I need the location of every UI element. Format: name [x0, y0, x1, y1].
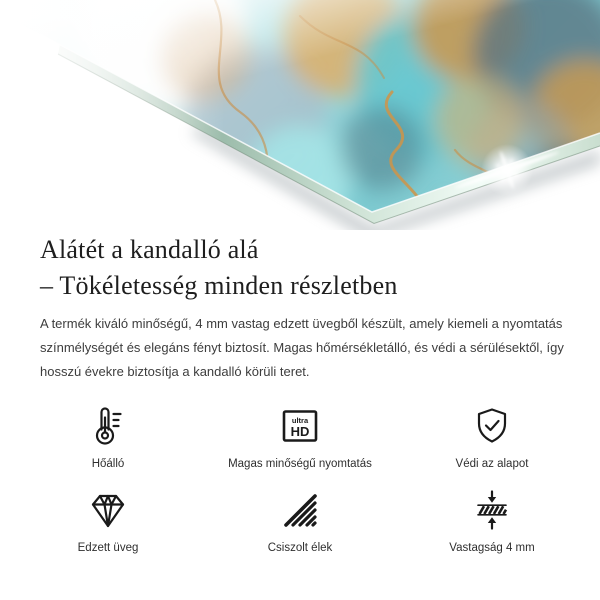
feature-polished-edges — [204, 486, 396, 554]
feature-label: Csiszolt élek — [267, 542, 333, 554]
polished-edges-icon — [278, 486, 322, 534]
feature-grid — [12, 402, 588, 554]
thermometer-icon — [86, 402, 130, 450]
shield-check-icon — [470, 402, 514, 450]
product-copy — [0, 232, 600, 554]
feature-heat-resistant — [12, 402, 204, 470]
feature-print-quality — [204, 402, 396, 470]
feature-label: Hőálló — [91, 458, 125, 470]
feature-label: Magas minőségű nyomtatás — [228, 458, 372, 470]
page-title-line1: Alátét a kandalló alá — [40, 235, 259, 264]
feature-label: Edzett üveg — [77, 542, 139, 554]
feature-protects-base — [396, 402, 588, 470]
feature-label: Védi az alapot — [455, 458, 529, 470]
ultra-hd-icon-text-top: ultra — [291, 416, 309, 425]
feature-tempered-glass — [12, 486, 204, 554]
diamond-icon — [86, 486, 130, 534]
page-title-line2: – Tökéletesség minden részletben — [40, 271, 398, 300]
ultra-hd-icon — [278, 402, 322, 450]
thickness-4mm-icon — [470, 486, 514, 534]
feature-label: Vastagság 4 mm — [449, 542, 535, 554]
ultra-hd-icon-text-bottom: HD — [290, 424, 310, 439]
product-description: A termék kiváló minőségű, 4 mm vastag edzett üvegből készült, amely kiemeli a nyomtatás színmélységét és elegáns fényt biztosít. Magas hőmérsékletálló, és védi a sérülésektől, így hosszú évekre biztosítja a kandalló körüli teret. — [40, 316, 564, 379]
product-image — [0, 0, 600, 230]
page-title — [40, 232, 560, 304]
feature-thickness — [396, 486, 588, 554]
